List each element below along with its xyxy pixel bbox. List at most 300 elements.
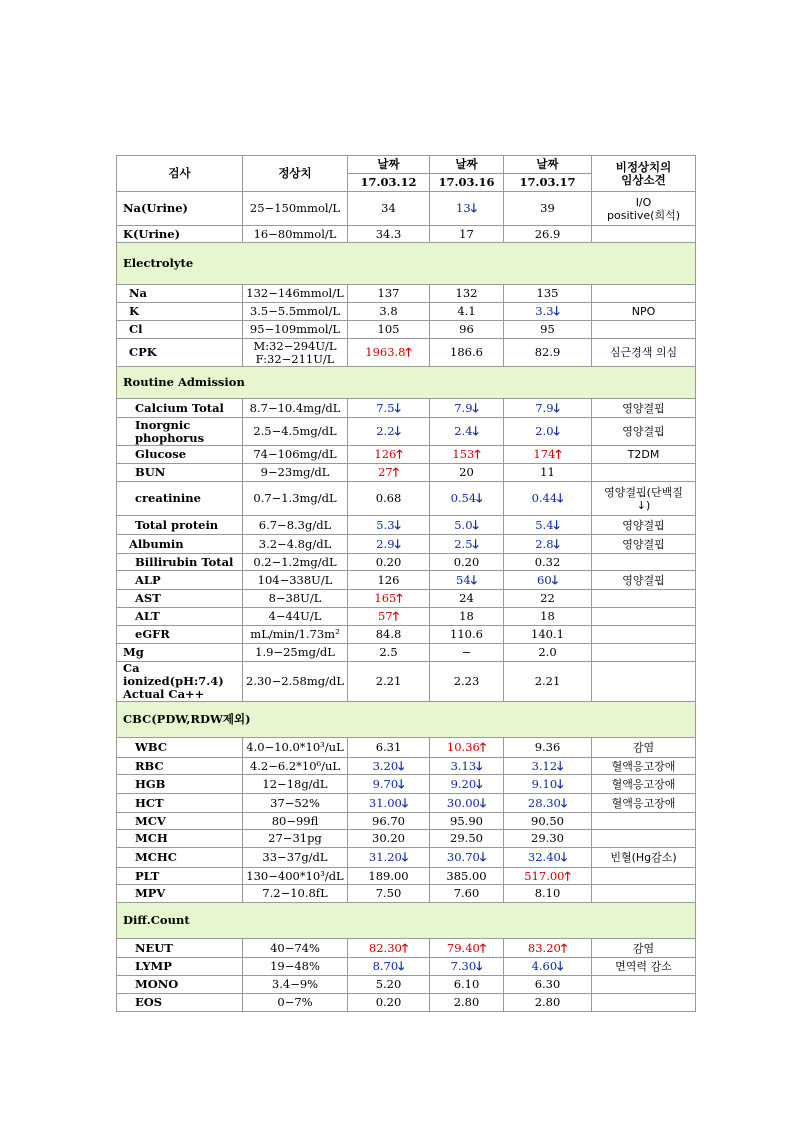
result-cell: [504, 399, 592, 418]
table-row: [117, 516, 696, 535]
result-cell: [504, 958, 592, 976]
arrow-up-icon: 🡑: [479, 940, 487, 955]
test-name: LYMP: [117, 958, 243, 976]
arrow-up-icon: 🡑: [396, 447, 403, 461]
result-value: 29.50: [450, 831, 483, 845]
result-cell: [430, 830, 504, 848]
clinical-finding: 영양결핍: [592, 418, 696, 446]
result-value: 7.9: [454, 400, 473, 415]
result-value: 0.20: [375, 995, 402, 1009]
arrow-down-icon: 🡓: [470, 201, 477, 215]
clinical-finding: NPO: [592, 303, 696, 321]
result-cell: [430, 813, 504, 830]
result-cell: [348, 758, 430, 775]
result-cell: [348, 939, 430, 958]
result-cell: [348, 976, 430, 994]
arrow-down-icon: 🡓: [472, 424, 479, 438]
test-name: eGFR: [117, 626, 243, 644]
table-row: [117, 830, 696, 848]
arrow-down-icon: 🡓: [476, 959, 483, 973]
table-row: [117, 285, 696, 303]
test-name: Inorgnic phophorus: [117, 418, 243, 446]
result-cell: [348, 794, 430, 813]
test-name: creatinine: [117, 482, 243, 516]
result-value: 0.68: [375, 491, 402, 505]
test-name: Total protein: [117, 516, 243, 535]
arrow-down-icon: 🡓: [553, 536, 560, 551]
arrow-down-icon: 🡓: [479, 795, 487, 810]
result-value: 5.3: [376, 517, 395, 532]
result-value: 7.30: [450, 959, 477, 973]
test-name: BUN: [117, 464, 243, 482]
normal-range: 0−7%: [243, 994, 348, 1012]
clinical-finding: 빈혈(Hg감소): [592, 848, 696, 868]
result-value: 2.80: [534, 995, 561, 1009]
result-cell: [430, 516, 504, 535]
test-name: Ca ionized(pH:7.4) Actual Ca++: [117, 662, 243, 702]
result-cell: [504, 590, 592, 608]
test-name: NEUT: [117, 939, 243, 958]
result-cell: [504, 813, 592, 830]
clinical-finding: 면역력 감소: [592, 958, 696, 976]
result-value: 34.3: [375, 226, 402, 241]
table-row: [117, 738, 696, 758]
normal-range: 2.5−4.5mg/dL: [243, 418, 348, 446]
clinical-finding: 영양결핍(단백질 ↓): [592, 482, 696, 516]
result-cell: [348, 399, 430, 418]
result-value: 30.00: [446, 795, 480, 810]
table-row: [117, 303, 696, 321]
result-cell: [430, 644, 504, 662]
result-cell: [430, 662, 504, 702]
arrow-up-icon: 🡑: [392, 609, 399, 623]
result-cell: [430, 626, 504, 644]
clinical-finding: 심근경색 의심: [592, 339, 696, 367]
result-cell: [348, 868, 430, 885]
normal-range: 132−146mmol/L: [243, 285, 348, 303]
result-cell: [348, 608, 430, 626]
table-row: [117, 758, 696, 775]
header-date-label: 날짜: [348, 156, 430, 174]
result-value: 95.90: [450, 813, 483, 828]
result-cell: [504, 939, 592, 958]
arrow-up-icon: 🡑: [405, 345, 412, 359]
result-value: 8.70: [372, 959, 399, 973]
result-cell: [430, 226, 504, 243]
result-cell: [504, 885, 592, 903]
normal-range: 95−109mmol/L: [243, 321, 348, 339]
result-value: 3.12: [531, 758, 558, 773]
normal-range: 74−106mg/dL: [243, 446, 348, 464]
result-value: 2.80: [453, 995, 480, 1009]
result-cell: [430, 285, 504, 303]
normal-range: 37−52%: [243, 794, 348, 813]
result-value: 83.20: [527, 940, 561, 955]
header-test: 검사: [117, 156, 243, 192]
test-name: MCV: [117, 813, 243, 830]
normal-range: 27−31pg: [243, 830, 348, 848]
clinical-finding: [592, 813, 696, 830]
result-value: 31.00: [368, 795, 402, 810]
normal-range: 80−99fl: [243, 813, 348, 830]
result-value: 96: [459, 322, 474, 336]
result-value: 135: [536, 286, 559, 300]
result-value: 10.36: [446, 740, 480, 754]
clinical-finding: 감염: [592, 738, 696, 758]
result-cell: [348, 830, 430, 848]
result-cell: [348, 644, 430, 662]
result-value: 2.21: [534, 674, 561, 688]
table-row: [117, 994, 696, 1012]
arrow-down-icon: 🡓: [553, 517, 560, 532]
result-cell: [430, 571, 504, 590]
result-cell: [504, 192, 592, 226]
result-cell: [430, 590, 504, 608]
result-cell: [430, 794, 504, 813]
normal-range: M:32−294U/L F:32−211U/L: [243, 339, 348, 367]
result-cell: [430, 535, 504, 554]
arrow-down-icon: 🡓: [560, 795, 568, 810]
test-name: K: [117, 303, 243, 321]
result-cell: [430, 885, 504, 903]
result-cell: [430, 554, 504, 571]
result-cell: [504, 303, 592, 321]
result-value: 20: [459, 465, 474, 479]
result-value: 132: [455, 286, 478, 300]
normal-range: 4−44U/L: [243, 608, 348, 626]
clinical-finding: [592, 868, 696, 885]
test-name: Billirubin Total: [117, 554, 243, 571]
result-cell: [504, 418, 592, 446]
result-cell: [504, 285, 592, 303]
table-row: [117, 482, 696, 516]
result-value: −: [461, 645, 472, 659]
table-row: [117, 535, 696, 554]
normal-range: 16−80mmol/L: [243, 226, 348, 243]
result-value: 2.23: [453, 674, 480, 688]
clinical-finding: [592, 976, 696, 994]
test-name: Calcium Total: [117, 399, 243, 418]
table-row: [117, 418, 696, 446]
result-cell: [430, 321, 504, 339]
arrow-down-icon: 🡓: [553, 304, 560, 318]
test-name: ALP: [117, 571, 243, 590]
result-cell: [348, 626, 430, 644]
arrow-down-icon: 🡓: [551, 572, 558, 587]
result-value: 105: [377, 322, 400, 336]
result-value: 11: [540, 465, 555, 479]
result-cell: [430, 976, 504, 994]
arrow-down-icon: 🡓: [394, 424, 401, 438]
result-cell: [430, 608, 504, 626]
result-value: 517.00: [524, 868, 565, 883]
clinical-finding: 혈액응고장애: [592, 775, 696, 794]
arrow-down-icon: 🡓: [476, 758, 483, 773]
clinical-finding: [592, 994, 696, 1012]
result-value: 5.20: [375, 977, 402, 991]
clinical-finding: [592, 830, 696, 848]
result-value: 8.10: [534, 886, 561, 900]
normal-range: 130−400*10³/dL: [243, 868, 348, 885]
clinical-finding: [592, 321, 696, 339]
test-name: PLT: [117, 868, 243, 885]
normal-range: mL/min/1.73m²: [243, 626, 348, 644]
clinical-finding: [592, 464, 696, 482]
result-cell: [348, 285, 430, 303]
arrow-up-icon: 🡑: [401, 940, 409, 955]
result-value: 2.5: [379, 645, 398, 659]
result-cell: [430, 399, 504, 418]
table-row: [117, 590, 696, 608]
result-value: 7.60: [453, 886, 480, 900]
result-value: 2.9: [376, 536, 395, 551]
result-value: 22: [540, 591, 555, 605]
result-value: 54: [456, 572, 471, 587]
arrow-down-icon: 🡓: [398, 776, 405, 791]
section-label: Diff.Count: [117, 903, 696, 939]
result-value: 126: [377, 572, 400, 587]
header-date: 17.03.17: [504, 174, 592, 192]
result-value: 186.6: [450, 345, 483, 359]
result-value: 165: [374, 591, 397, 605]
table-row: [117, 885, 696, 903]
result-cell: [430, 775, 504, 794]
clinical-finding: [592, 285, 696, 303]
result-value: 4.60: [531, 959, 558, 973]
section-label: Electrolyte: [117, 243, 696, 285]
arrow-up-icon: 🡑: [396, 591, 403, 605]
arrow-down-icon: 🡓: [394, 400, 401, 415]
clinical-finding: 영양결핍: [592, 571, 696, 590]
arrow-down-icon: 🡓: [401, 850, 409, 864]
result-value: 3.3: [535, 304, 554, 318]
arrow-down-icon: 🡓: [560, 850, 568, 864]
clinical-finding: 영양결핍: [592, 399, 696, 418]
clinical-finding: [592, 590, 696, 608]
result-value: 4.1: [457, 304, 476, 318]
arrow-down-icon: 🡓: [398, 758, 405, 773]
result-cell: [348, 571, 430, 590]
normal-range: 0.2−1.2mg/dL: [243, 554, 348, 571]
result-cell: [348, 535, 430, 554]
result-cell: [430, 339, 504, 367]
header-clinical-findings: 비정상치의 임상소견: [592, 156, 696, 192]
result-cell: [430, 192, 504, 226]
result-value: 79.40: [446, 940, 480, 955]
result-value: 60: [537, 572, 552, 587]
result-value: 6.31: [375, 740, 402, 754]
test-name: EOS: [117, 994, 243, 1012]
clinical-finding: 영양결핍: [592, 516, 696, 535]
result-value: 5.0: [454, 517, 473, 532]
test-name: Cl: [117, 321, 243, 339]
result-value: 95: [540, 322, 555, 336]
result-cell: [504, 775, 592, 794]
normal-range: 8−38U/L: [243, 590, 348, 608]
result-cell: [430, 994, 504, 1012]
table-row: [117, 571, 696, 590]
arrow-down-icon: 🡓: [394, 517, 401, 532]
arrow-down-icon: 🡓: [557, 959, 564, 973]
result-cell: [504, 794, 592, 813]
result-value: 2.0: [538, 645, 557, 659]
arrow-down-icon: 🡓: [557, 776, 564, 791]
result-cell: [348, 321, 430, 339]
test-name: Mg: [117, 644, 243, 662]
result-value: 18: [459, 609, 474, 623]
table-row: [117, 608, 696, 626]
result-cell: [348, 848, 430, 868]
normal-range: 25−150mmol/L: [243, 192, 348, 226]
result-cell: [504, 758, 592, 775]
test-name: HGB: [117, 775, 243, 794]
clinical-finding: [592, 608, 696, 626]
result-value: 0.54: [450, 491, 477, 505]
result-cell: [430, 868, 504, 885]
header-date-label: 날짜: [430, 156, 504, 174]
result-cell: [348, 482, 430, 516]
result-value: 18: [540, 609, 555, 623]
result-cell: [430, 738, 504, 758]
table-row: [117, 775, 696, 794]
result-value: 0.44: [531, 491, 558, 505]
arrow-down-icon: 🡓: [557, 491, 564, 505]
result-value: 3.20: [372, 758, 399, 773]
section-row: [117, 702, 696, 738]
result-value: 3.13: [450, 758, 477, 773]
normal-range: 1.9−25mg/dL: [243, 644, 348, 662]
table-row: [117, 626, 696, 644]
header-date: 17.03.16: [430, 174, 504, 192]
test-name: CPK: [117, 339, 243, 367]
result-cell: [504, 516, 592, 535]
result-cell: [430, 848, 504, 868]
result-value: 24: [459, 591, 474, 605]
result-value: 2.4: [454, 424, 473, 438]
result-cell: [348, 464, 430, 482]
result-cell: [504, 464, 592, 482]
table-row: [117, 554, 696, 571]
result-value: 57: [378, 609, 393, 623]
section-row: [117, 243, 696, 285]
result-value: 13: [456, 201, 471, 215]
result-cell: [504, 339, 592, 367]
result-cell: [430, 939, 504, 958]
result-value: 385.00: [446, 868, 487, 883]
result-value: 6.30: [534, 977, 561, 991]
result-cell: [504, 482, 592, 516]
arrow-up-icon: 🡑: [479, 740, 487, 754]
result-cell: [504, 321, 592, 339]
section-row: [117, 367, 696, 399]
normal-range: 2.30−2.58mg/dL: [243, 662, 348, 702]
result-value: 9.70: [372, 776, 399, 791]
result-cell: [504, 571, 592, 590]
result-value: 0.20: [453, 554, 480, 569]
result-cell: [504, 976, 592, 994]
arrow-up-icon: 🡑: [555, 447, 562, 461]
result-value: 28.30: [527, 795, 561, 810]
section-label: Routine Admission: [117, 367, 696, 399]
clinical-finding: [592, 644, 696, 662]
normal-range: 40−74%: [243, 939, 348, 958]
result-cell: [348, 590, 430, 608]
result-value: 26.9: [534, 226, 561, 241]
result-value: 2.0: [535, 424, 554, 438]
result-value: 9.20: [450, 776, 477, 791]
arrow-down-icon: 🡓: [479, 850, 487, 864]
test-name: MCH: [117, 830, 243, 848]
arrow-down-icon: 🡓: [553, 400, 560, 415]
normal-range: 0.7−1.3mg/dL: [243, 482, 348, 516]
result-cell: [430, 758, 504, 775]
clinical-finding: [592, 554, 696, 571]
result-cell: [430, 482, 504, 516]
normal-range: 6.7−8.3g/dL: [243, 516, 348, 535]
result-cell: [348, 662, 430, 702]
result-cell: [504, 994, 592, 1012]
result-value: 30.20: [372, 831, 405, 845]
arrow-down-icon: 🡓: [472, 536, 479, 551]
result-value: 1963.8: [365, 345, 406, 359]
result-value: 2.5: [454, 536, 473, 551]
table-row: [117, 939, 696, 958]
normal-range: 3.5−5.5mmol/L: [243, 303, 348, 321]
table-row: [117, 662, 696, 702]
arrow-up-icon: 🡑: [474, 447, 481, 461]
arrow-down-icon: 🡓: [398, 959, 405, 973]
normal-range: 3.4−9%: [243, 976, 348, 994]
normal-range: 4.0−10.0*10³/uL: [243, 738, 348, 758]
result-cell: [430, 303, 504, 321]
result-value: 2.2: [376, 424, 395, 438]
header-normal-range: 정상치: [243, 156, 348, 192]
clinical-finding: I/O positive(희석): [592, 192, 696, 226]
test-name: Albumin: [117, 535, 243, 554]
result-cell: [348, 192, 430, 226]
result-value: 7.50: [375, 886, 402, 900]
result-value: 6.10: [453, 977, 480, 991]
result-value: 39: [540, 201, 555, 215]
result-value: 27: [378, 465, 393, 479]
result-value: 9.10: [531, 776, 558, 791]
result-cell: [348, 885, 430, 903]
result-value: 2.21: [375, 674, 402, 688]
result-cell: [348, 994, 430, 1012]
normal-range: 4.2−6.2*10⁶/uL: [243, 758, 348, 775]
test-name: K(Urine): [117, 226, 243, 243]
result-value: 29.30: [531, 831, 564, 845]
result-cell: [348, 446, 430, 464]
table-row: [117, 464, 696, 482]
result-value: 2.8: [535, 536, 554, 551]
table-row: [117, 644, 696, 662]
clinical-finding: 감염: [592, 939, 696, 958]
result-cell: [430, 446, 504, 464]
result-value: 96.70: [372, 813, 405, 828]
table-row: [117, 399, 696, 418]
section-label: CBC(PDW,RDW제외): [117, 702, 696, 738]
result-cell: [348, 339, 430, 367]
arrow-down-icon: 🡓: [394, 536, 401, 551]
clinical-finding: [592, 885, 696, 903]
table-row: [117, 794, 696, 813]
result-value: 7.9: [535, 400, 554, 415]
normal-range: 12−18g/dL: [243, 775, 348, 794]
result-value: 137: [377, 286, 400, 300]
result-value: 110.6: [450, 627, 483, 641]
test-name: Glucose: [117, 446, 243, 464]
